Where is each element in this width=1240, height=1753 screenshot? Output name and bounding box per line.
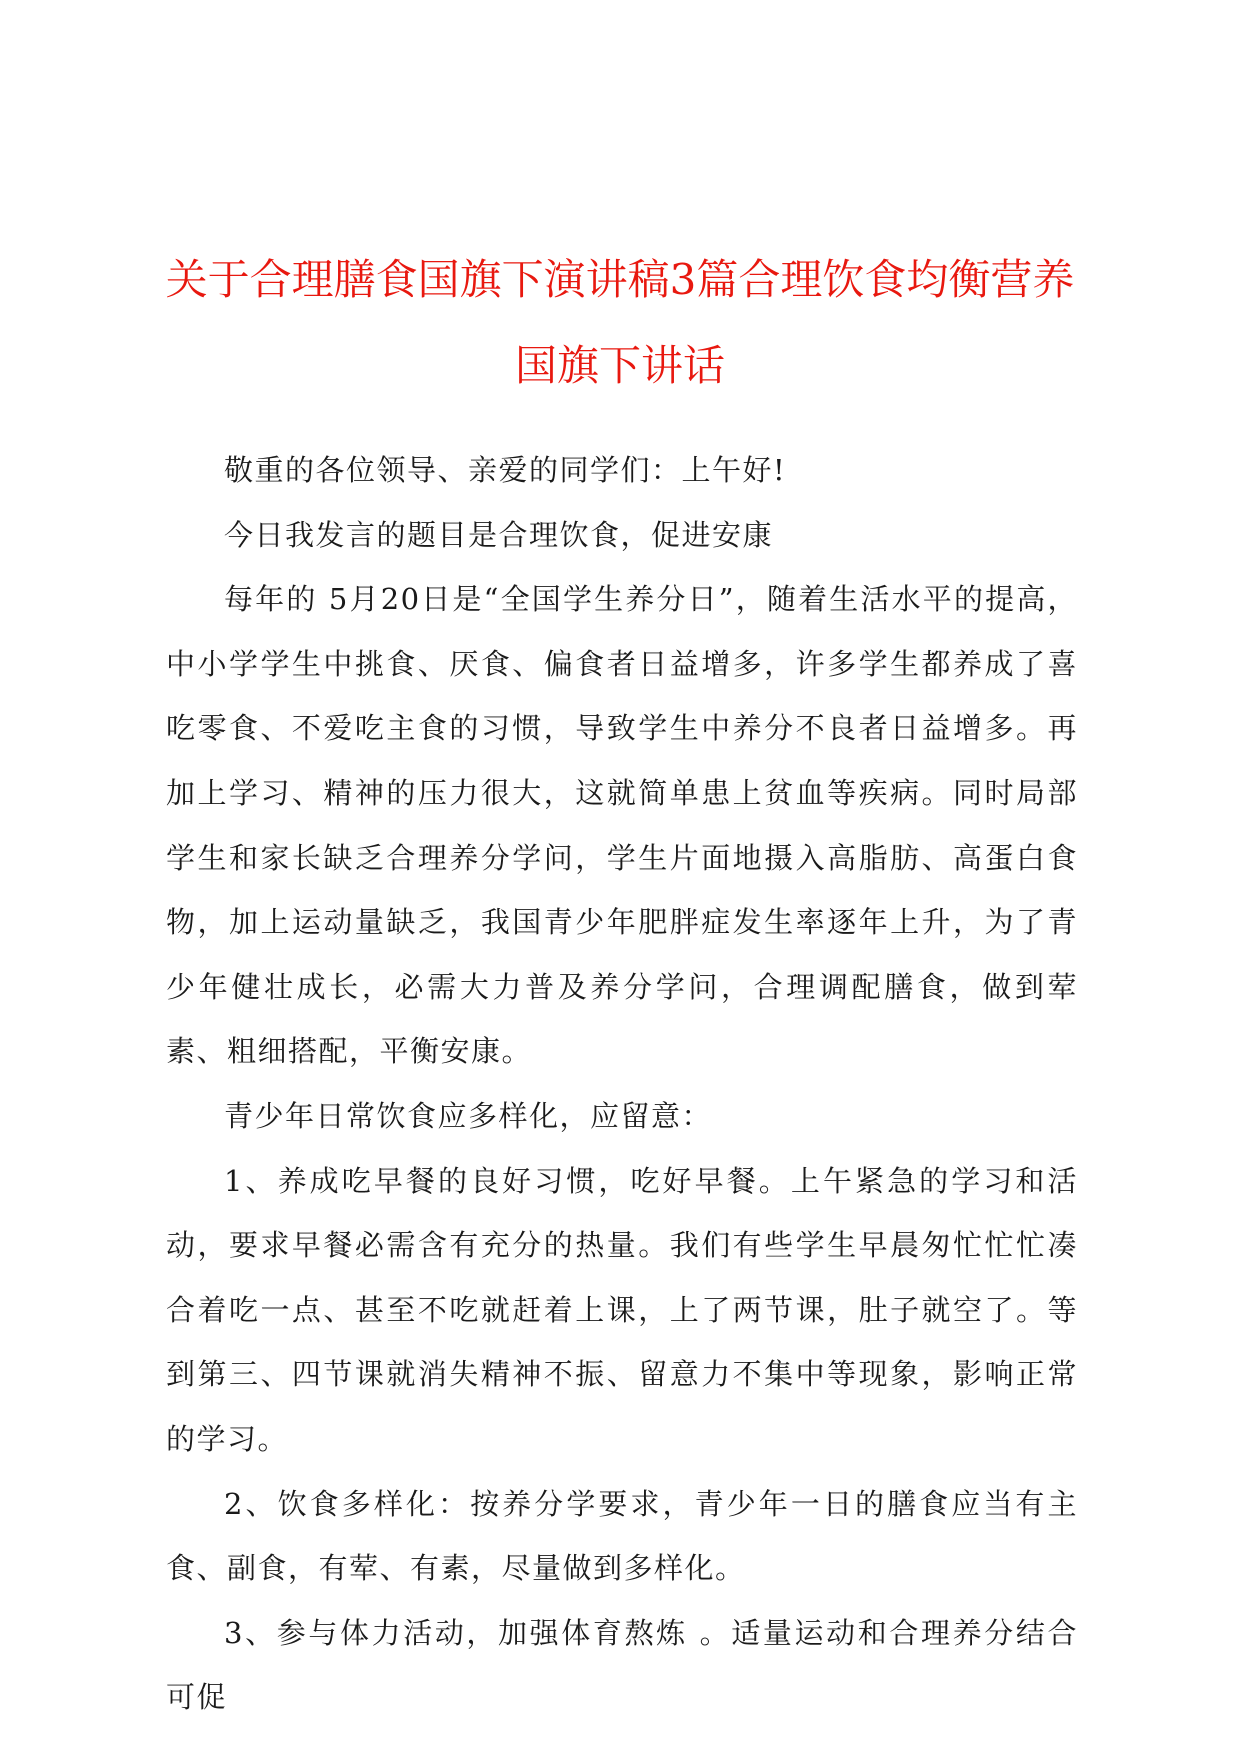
exercise-paragraph: 3、参与体力活动，加强体育熬炼 。适量运动和合理养分结合可促	[166, 1615, 1078, 1715]
document-title: 关于合理膳食国旗下演讲稿3篇合理饮食均衡营养国旗下讲话	[165, 255, 1075, 390]
background-paragraph: 每年的 5月20日是“全国学生养分日”，随着生活水平的提高，中小学学生中挑食、厌食、偏食者日益增多，许多学生都养成了喜吃零食、不爱吃主食的习惯，导致学生中养分不良者日益增多。再加上学习、精神的压力很大，这就简单患上贫血等疾病。同时局部学生和家长缺乏合理养分学问，学生片面地摄入高脂肪、高蛋白食物，加上运动量缺乏，我国青少年肥胖症发生率逐年上升，为了青少年健壮成长，必需大力普及养分学问，合理调配膳食，做到荤素、粗细搭配，平衡安康。	[166, 582, 1078, 1069]
document-body	[166, 438, 1078, 1730]
advice-intro-paragraph: 青少年日常饮食应多样化，应留意：	[224, 1098, 713, 1133]
diverse-diet-paragraph: 2、饮食多样化：按养分学要求，青少年一日的膳食应当有主食、副食，有荤、有素，尽量做到多样化。	[166, 1486, 1078, 1586]
greeting-paragraph: 敬重的各位领导、亲爱的同学们：上午好!	[224, 453, 787, 487]
topic-paragraph: 今日我发言的题目是合理饮食，促进安康	[224, 517, 774, 552]
breakfast-paragraph: 1、养成吃早餐的良好习惯，吃好早餐。上午紧急的学习和活动，要求早餐必需含有充分的热量。我们有些学生早晨匆忙忙忙凑合着吃一点、甚至不吃就赶着上课，上了两节课，肚子就空了。等到第三、四节课就消失精神不振、留意力不集中等现象，影响正常的学习。	[166, 1163, 1078, 1456]
